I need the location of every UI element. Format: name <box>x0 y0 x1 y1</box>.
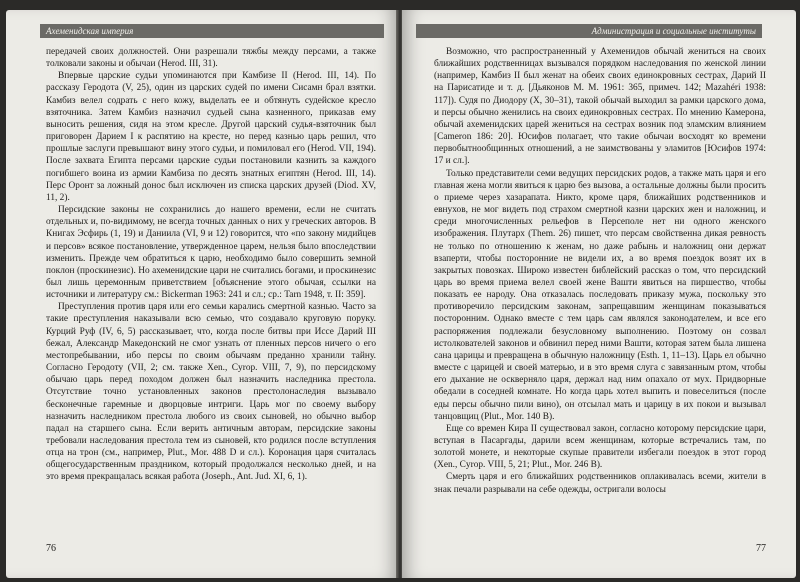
right-page-body <box>434 46 766 496</box>
page-number-right: 77 <box>756 543 766 554</box>
paragraph: Смерть царя и его ближайших родственников оплакивалась всеми, жители в знак печали разрывали на себе одежды, остригали волосы <box>434 472 766 495</box>
paragraph: Преступления против царя или его семьи карались смертной казнью. Часто за такие преступления наказывали всю семью, что создавало круговую поруку. Курций Руф (IV, 6, 5) рассказывает, что, когда после битвы при Иссе Дарий III бежал, Александр Македонский не смог узнать от пленных персов ничего о его местопребывании, ибо персы по своим обычаям преданно хранили тайну. Согласно Геродоту (VII, 2; см. также Xen., Cyrop. VIII, 7, 9), по персидскому обычаю царь перед походом должен был назначить наследника престола. Отсутствие точно установленных законов престолонаследия вызывало бесконечные гаремные и дворцовые интриги. Царь мог по своему выбору назначить наследником престола любого из своих сыновей, но обычно выбор падал на старшего сына. Если верить античным авторам, персидские законы требовали наследования престола тем из сыновей, кто родился после вступления отца на трон (см., например, Plut., Mor. 488 D и сл.). Коронация царя считалась общегосударственным праздником, который продолжался несколько дней, и на это время прекращалась всякая работа (Joseph., Ant. Jud. XI, 6, 1). <box>46 302 376 483</box>
running-head-right: Администрация и социальные институты <box>416 24 762 38</box>
right-page <box>402 10 796 578</box>
paragraph: Еще со времен Кира II существовал закон, согласно которому персидские цари, вступая в Пасаргады, дарили всем женщинам, которые встречались там, по золотой монете, и некоторые скупые правители избегали поездок в этот город (Xen., Cyrop. VIII, 5, 21; Plut., Mor. 246 B). <box>434 423 766 471</box>
left-page-body <box>46 46 376 484</box>
left-page <box>6 10 398 578</box>
paragraph: передачей своих должностей. Они разрешали тяжбы между персами, а также толковали законы и обычаи (Herod. III, 31). <box>46 47 376 70</box>
paragraph: Только представители семи ведущих персидских родов, а также мать царя и его главная жена могли явиться к царю без вызова, а остальные должны были просить о приеме через хазарапата. Никто, кроме царя, ближайших родственников и евнухов, не мог видеть под страхом смертной казни царских жен и наложниц, и среди многочисленных рельефов в Персеполе нет ни одного женского изображения. Плутарх (Them. 26) пишет, что персам свойственна дикая ревность не только по отношению к женам, но даже рабынь и наложниц они держат взаперти, чтобы посторонние не видели их, а во время поездок возят их в закрытых повозках. Широко известен библейский рассказ о том, что персидский царь во время приема велел своей жене Вашти явиться на пиршество, чтобы показать ее народу. Она отказалась последовать приказу мужа, поскольку это противоречило персидским законам, запрещавшим женщинам показываться посторонним. Однако вместе с тем царь сам являлся законодателем, и все его распоряжения подлежали безусловному выполнению. Поэтому он созвал истолкователей законов и обвинил перед ними Вашти, которая затем была лишена сана царицы и превращена в обычную наложницу (Esth. 1, 11–13). Царь ел обычно вместе с царицей и своей матерью, и в это время слуга с завязанным ртом, чтобы его дыхание не оскверняло царя, держал над ним опахало от мух. Придворные обедали в соседней комнате. Но когда царь хотел выпить и повеселиться (после еды персы обычно пили вино), он отсылал мать и царицу в их покои и вызывал танцовщиц (Plut., Mor. 140 B). <box>434 168 766 422</box>
paragraph: Впервые царские судьи упоминаются при Камбизе II (Herod. III, 14). По рассказу Геродота (V, 25), один из царских судей по имени Сисамн брал взятки. Камбиз велел содрать с него кожу, выделать ее и обтянуть судейское кресло взяточника. Затем Камбиз назначил судьей сына казненного, приказав ему выносить решения, сидя на этом кресле. Другой царский судья-взяточник был приговорен Дарием I к распятию на кресте, но перед казнью царь решил, что прошлые заслуги превышают вину этого судьи, и помиловал его (Herod. VII, 194). После захвата Египта персами царские судьи постановили казнить за каждого погибшего воина из армии Камбиза по десять знатных египтян (Herod. III, 14). Перс Оронт за ложный донос был исключен из списка царских друзей (Diod. XV, 11, 2). <box>46 71 376 203</box>
page-number-left: 76 <box>46 543 56 554</box>
paragraph: Персидские законы не сохранились до нашего времени, если не считать отдельных и, по-видимому, не всегда точных данных о них у греческих авторов. В Книгах Эсфирь (1, 19) и Даниила (VI, 9 и 12) говорится, что «по закону мидийцев и персов» всякое постановление, утвержденное царем, нельзя было впоследствии изменить. Прежде чем обратиться к царю, необходимо было совершить земной поклон (проскинезис). Но ахеменидские цари не считались богами, и проскинезис был лишь церемонным приветствием [объяснение этого обычая, ссылки на источники и литературу см.: Bickerman 1963: 241 и сл.; ср.: Tarn 1948, т. II: 359]. <box>46 205 376 301</box>
running-head-left: Ахеменидская империя <box>40 24 384 38</box>
paragraph: Возможно, что распространенный у Ахеменидов обычай жениться на своих ближайших родственницах вызывался порядком наследования по женской линии (например, Камбиз II был женат на обеих своих единокровных сестрах, Дарий II на Парисатиде и т. д. [Дьяконов М. М. 1961: 365, примеч. 142; Mazahéri 1938: 117]). Судя по Диодору (X, 30–31), такой обычай выходил за рамки царского дома, и персы обычно женились на своих единокровных сестрах. По мнению Камерона, обычай ахеменидских царей жениться на сестрах возник под эламским влиянием [Cameron 186: 20]. Юсифов полагает, что такие обычаи восходят ко времени первобытнообщинных отношений, а не заимствованы у эламитов [Юсифов 1974: 17 и сл.]. <box>434 47 766 167</box>
